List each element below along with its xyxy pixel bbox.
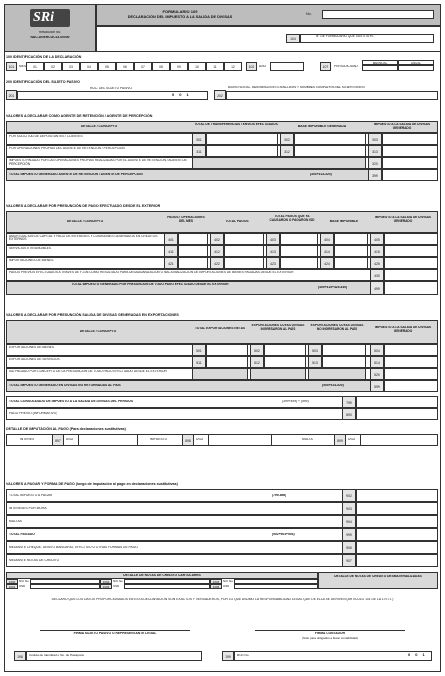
resolution-number: NAC-DGERCGC13-00000 — [30, 36, 70, 39]
taxpayer-name-field[interactable] — [226, 91, 438, 100]
exports-total-code: 599 — [370, 380, 384, 392]
retention-code: 311 — [192, 145, 206, 157]
substitute-code: 104 — [286, 34, 300, 43]
prev-payment-value[interactable] — [356, 408, 438, 420]
exports-total-label: TOTAL IMPUESTO GENERADO EN DIVISAS NO RETORNADAS AL PAÍS — [9, 384, 121, 387]
exterior-value-field[interactable] — [224, 245, 264, 257]
exterior-code: 413 — [266, 245, 280, 257]
accountant-ruc-suffix-1: 0 — [408, 653, 416, 657]
year-code: 102 — [246, 62, 257, 71]
exports-code: 514 — [370, 356, 384, 368]
month-option-12[interactable]: 12 — [224, 62, 242, 71]
exterior-value-field[interactable] — [280, 245, 318, 257]
retention-transfers-field[interactable] — [206, 133, 278, 145]
retention-total-code: 399 — [368, 169, 382, 181]
form-title: FORMULARIO 109 — [162, 10, 198, 14]
retention-code: 312 — [280, 145, 294, 157]
sign-right-line — [255, 630, 405, 631]
month-option-09[interactable]: 09 — [170, 62, 188, 71]
exports-value-field[interactable] — [264, 356, 306, 368]
exports-code: 513 — [308, 356, 322, 368]
accountant-ruc-code: 199 — [222, 651, 234, 661]
exports-row-label: EXPORTACIONES DE SERVICIOS — [9, 357, 60, 361]
payment-code: 903 — [342, 502, 356, 515]
month-option-10[interactable]: 10 — [188, 62, 206, 71]
payment-row-label: MEDIANTE NOTAS DE CRÉDITO — [9, 558, 60, 562]
period-monthly-option[interactable]: MENSUAL — [362, 60, 398, 65]
exports-code: 511 — [192, 356, 206, 368]
payment-value-field[interactable] — [356, 541, 438, 554]
period-code: 107 — [320, 62, 331, 71]
exterior-col-detail: DETALLE / CONCEPTO — [66, 220, 104, 223]
exports-value-field[interactable] — [384, 368, 438, 380]
exports-value-field[interactable] — [206, 344, 248, 356]
imputation-interest-field[interactable] — [78, 434, 138, 446]
note-code: 1001 — [6, 584, 18, 589]
retention-code: 320 — [368, 157, 382, 169]
exports-code: 520 — [370, 368, 384, 380]
month-label: MES — [19, 65, 27, 68]
payment-row-formula: (902+903+904) — [272, 532, 295, 536]
consolidation-total-code: 799 — [342, 396, 356, 408]
exterior-value-field[interactable] — [384, 245, 438, 257]
month-option-02[interactable]: 02 — [44, 62, 62, 71]
exports-row-label: ISD PAGADO POR CONCEPTO DE LA PRESUNCIÓN DE TODO PAGO EFECTUADO DESDE EL EXTERIOR — [9, 369, 167, 373]
logo-text: SRi — [33, 10, 55, 25]
exterior-code: 411 — [164, 245, 178, 257]
retention-base-field[interactable] — [294, 145, 366, 157]
form-subtitle: DECLARACIÓN DEL IMPUESTO A LA SALIDA DE DIVISAS — [127, 15, 233, 19]
exterior-code: 423 — [266, 257, 280, 269]
retention-row-label: POR SOLICITUD DE DEPOSITANTES / CLIENTES — [9, 135, 83, 138]
exterior-total-code: 499 — [370, 281, 384, 295]
payment-value-field[interactable] — [356, 515, 438, 528]
exterior-code: 415 — [370, 245, 384, 257]
exterior-value-field[interactable] — [178, 233, 208, 245]
imputation-fine-field[interactable] — [360, 434, 438, 446]
year-label: AÑO — [259, 65, 267, 68]
imputation-tax-usd: USD — [196, 438, 203, 441]
month-option-06[interactable]: 06 — [116, 62, 134, 71]
identification-title: 100 IDENTIFICACIÓN DE LA DECLARACIÓN — [6, 55, 82, 59]
sign-left-line — [40, 630, 190, 631]
retention-tax-field[interactable] — [382, 157, 438, 169]
payment-title: VALORES A PAGAR Y FORMA DE PAGO (luego de imputación al pago en declaraciones sustitutivas) — [6, 482, 178, 486]
exterior-value-field[interactable] — [384, 233, 438, 245]
declaration-text: DECLARO QUE LOS DATOS PROPORCIONADOS EN ESTA DECLARACIÓN SON EXACTOS Y VERDADEROS, POR LO QUE ASUMO LA RESPONSABILIDAD LEGAL QUE DE ELLA SE DERIVEN (ARTÍCULO 101 DE LA L.R.T.I.) — [51, 598, 394, 601]
exterior-code: 404 — [320, 233, 334, 245]
payment-value-field[interactable] — [356, 528, 438, 541]
retention-code: 303 — [368, 133, 382, 145]
exterior-value-field[interactable] — [224, 233, 264, 245]
note-label: N/C No — [113, 579, 123, 583]
period-annual-box[interactable] — [398, 65, 434, 71]
exterior-value-field[interactable] — [334, 257, 368, 269]
payment-code: 999 — [342, 528, 356, 541]
note-value-field[interactable] — [124, 584, 210, 589]
exterior-value-field[interactable] — [280, 233, 318, 245]
payment-row-label: MULTAS — [9, 519, 22, 523]
month-code: 101 — [6, 62, 17, 71]
exterior-code: 425 — [370, 257, 384, 269]
retention-code: 301 — [192, 133, 206, 145]
note-code: 1002 — [100, 579, 112, 584]
sign-right-label: FIRMA CONTADOR — [314, 632, 346, 635]
exports-total-formula: (504+514-520) — [322, 384, 344, 387]
exterior-code: 424 — [320, 257, 334, 269]
exports-row-label: EXPORTACIONES DE BIENES — [9, 345, 55, 349]
taxpayer-title: 200 IDENTIFICACIÓN DEL SUJETO PASIVO — [6, 80, 80, 84]
period-label: PERIODICIDAD — [334, 65, 358, 68]
retention-col-base: BASE IMPONIBLE GENERADA — [297, 125, 347, 128]
consolidation-total-formula: (399+499) + (599) — [282, 400, 309, 403]
accountant-ruc-label: RUC No. — [237, 654, 250, 657]
id-code: 198 — [14, 651, 26, 661]
sri-logo-icon — [30, 9, 70, 27]
imputation-tax-label: IMPUESTO — [150, 438, 168, 441]
retention-col-detail: DETALLE / CONCEPTO — [80, 125, 118, 128]
note-value-field[interactable] — [30, 584, 100, 589]
exports-col-out: EXPORTACIONES CUYAS DIVISAS NO INGRESARON AL PAÍS — [310, 324, 364, 331]
payment-value-field[interactable] — [356, 489, 438, 502]
exterior-total-label: TOTAL IMPUESTO GENERADO POR PRESUNCIÓN DE TODO PAGO EFECTUADO DESDE EL EXTERIOR — [71, 283, 229, 286]
name-label: RAZÓN SOCIAL, DENOMINACIÓN O APELLIDOS Y NOMBRES COMPLETOS DEL SUJETO PASIVO — [228, 86, 366, 89]
note-label: N/C No — [19, 579, 29, 583]
exports-code: 512 — [250, 356, 264, 368]
exterior-row-label: AMORTIZACIÓN DE CAPITAL Y PAGO DE INTERESES Y COMISIONES GENERADOS EN CRÉDITOS EXTERNOS — [9, 234, 158, 242]
exterior-value-field[interactable] — [334, 233, 368, 245]
prev-payment-code: 890 — [342, 408, 356, 420]
note-code: 1003 — [100, 584, 112, 589]
ruc-suffix-2: 0 — [179, 93, 187, 97]
retention-col-transfers: TOTAL DE TRANSFERENCIAS / ENVÍOS EFECTUADOS — [194, 123, 278, 126]
note-label: USD — [113, 584, 120, 588]
retention-transfers-field[interactable] — [206, 145, 278, 157]
exports-col-total: TOTAL EXPORTACIONES NETAS — [195, 327, 245, 330]
exterior-value-field[interactable] — [224, 257, 264, 269]
period-monthly-box[interactable] — [362, 65, 398, 71]
exterior-value-field[interactable] — [178, 245, 208, 257]
sign-right-sub: (Sólo para obligados a llevar contabilidad) — [302, 637, 358, 640]
payment-row-label: INTERESES POR MORA — [9, 506, 47, 510]
exterior-row-label: IMPORTACIONES DE BIENES — [9, 258, 54, 262]
payment-row-label: TOTAL PAGADO — [9, 532, 35, 536]
month-option-05[interactable]: 05 — [98, 62, 116, 71]
exterior-value-field[interactable] — [384, 257, 438, 269]
exports-value-field[interactable] — [384, 344, 438, 356]
form-number-field[interactable] — [322, 10, 434, 19]
retention-total-formula: (303+313-320) — [310, 173, 332, 176]
exterior-code: 412 — [210, 245, 224, 257]
consolidation-total-value[interactable] — [356, 396, 438, 408]
month-option-03[interactable]: 03 — [62, 62, 80, 71]
retention-total-label: TOTAL IMPUESTO GENERADO AGENTE DE RETENCIÓN / AGENTE DE PERCEPCIÓN — [9, 173, 143, 176]
exports-code: 501 — [192, 344, 206, 356]
accountant-ruc-suffix-2: 0 — [415, 653, 423, 657]
exterior-value-field[interactable] — [384, 269, 438, 281]
consolidation-total-label: TOTAL CONSOLIDADO DE IMPUESTO A LA SALIDA DE DIVISAS DEL PERÍODO — [9, 400, 134, 403]
name-code: 202 — [214, 90, 226, 100]
exports-value-field[interactable] — [322, 356, 366, 368]
payment-row-label: MEDIANTE CHEQUE, DÉBITO BANCARIO, EFECTIVO U OTRAS FORMAS DE PAGO — [9, 545, 138, 549]
payment-value-field[interactable] — [356, 554, 438, 567]
month-option-07[interactable]: 07 — [134, 62, 152, 71]
retention-code: 313 — [368, 145, 382, 157]
exports-value-field[interactable] — [322, 344, 366, 356]
accountant-ruc-suffix-3: 1 — [422, 653, 430, 657]
accountant-ruc-field[interactable] — [234, 651, 432, 661]
imputation-tax-code: 898 — [182, 434, 194, 446]
ruc-suffix — [172, 93, 194, 98]
exports-code: 504 — [370, 344, 384, 356]
exterior-total-field[interactable] — [384, 281, 438, 295]
payment-code: 904 — [342, 515, 356, 528]
retention-code: 302 — [280, 133, 294, 145]
note-value-field[interactable] — [234, 584, 318, 589]
payment-row-formula: (799-898) — [272, 493, 287, 497]
exports-shaded-cell — [308, 368, 366, 380]
note-code: 1000 — [6, 579, 18, 584]
payment-code: 902 — [342, 489, 356, 502]
exterior-code: 430 — [370, 269, 384, 281]
resolution-label: Resolución No. — [38, 31, 62, 34]
retention-tax-field[interactable] — [382, 145, 438, 157]
exterior-title: VALORES A DECLARAR POR PRESUNCIÓN DE PAGO EFECTUADO DESDE EL EXTERIOR — [6, 204, 161, 208]
imputation-interest-code: 897 — [52, 434, 64, 446]
payment-code: 907 — [342, 554, 356, 567]
note-code: 1004 — [210, 579, 222, 584]
accountant-ruc-suffix — [408, 653, 430, 658]
exterior-total-formula: (405+415+425-430) — [318, 286, 348, 289]
month-option-04[interactable]: 04 — [80, 62, 98, 71]
exterior-code: 402 — [210, 233, 224, 245]
ruc-label: RUC. DEL SUJETO PASIVO — [90, 87, 133, 90]
retention-row-label: IMPUESTO PAGADO POR LAS OPERACIONES PROPIAS REALIZADAS POR EL AGENTE DE RETENCIÓN / AGENTE DE PERCEPCIÓN — [9, 159, 187, 166]
imputation-fine-code: 899 — [334, 434, 346, 446]
exterior-code: 405 — [370, 233, 384, 245]
period-annual-option[interactable]: ANUAL — [398, 60, 434, 65]
exports-value-field[interactable] — [264, 344, 306, 356]
exports-shaded-cell — [250, 368, 306, 380]
ruc-suffix-1: 0 — [172, 93, 180, 97]
exterior-value-field[interactable] — [334, 245, 368, 257]
imputation-tax-field[interactable] — [208, 434, 272, 446]
prev-payment-label: PAGO PREVIO (INFORMATIVO) — [9, 412, 58, 415]
notes-title: DETALLE DE NOTAS DE CRÉDITO CARTULARES — [123, 573, 201, 577]
form-number-label: No. — [306, 12, 312, 16]
substitute-label: N° DE FORMULARIO QUE SUSTITUYE — [316, 35, 374, 38]
exterior-row-label: SERVICIOS E INTANGIBLES — [9, 246, 52, 250]
exterior-code: 403 — [266, 233, 280, 245]
exterior-code: 421 — [164, 257, 178, 269]
exterior-code: 414 — [320, 245, 334, 257]
retention-total-field[interactable] — [382, 169, 438, 181]
exterior-col-tax: IMPUESTO A LA SALIDA DE DIVISAS GENERADO — [374, 216, 432, 223]
retention-row-label: POR OPERACIONES PROPIAS DEL AGENTE DE RETENCIÓN / PERCEPCIÓN — [9, 147, 125, 150]
month-option-08[interactable]: 08 — [152, 62, 170, 71]
exports-code: 502 — [250, 344, 264, 356]
exports-col-in: EXPORTACIONES CUYAS DIVISAS INGRESARON AL PAÍS — [251, 324, 305, 331]
exports-value-field[interactable] — [384, 356, 438, 368]
month-option-11[interactable]: 11 — [206, 62, 224, 71]
imputation-fine-label: MULTA — [302, 438, 313, 441]
exports-total-field[interactable] — [384, 380, 438, 392]
exterior-col-paid: TOTAL PAGOS QUE YA CAUSARON O PAGARON ISD — [269, 215, 315, 222]
month-option-01[interactable]: 01 — [26, 62, 44, 71]
imputation-fine-usd: USD — [348, 438, 355, 441]
imputation-title: DETALLE DE IMPUTACIÓN AL PAGO (Para declaraciones sustitutivas) — [6, 427, 126, 431]
note-label: USD — [19, 584, 26, 588]
notes-right-title: DETALLE DE NOTAS DE CRÉDITO DESMATERIALIZADAS — [334, 575, 422, 578]
note-label: USD — [223, 584, 230, 588]
exterior-code: 401 — [164, 233, 178, 245]
exports-value-field[interactable] — [206, 356, 248, 368]
ruc-code: 201 — [6, 90, 17, 100]
ruc-suffix-3: 1 — [186, 93, 194, 97]
retention-title: VALORES A DECLARAR COMO AGENTE DE RETENCIÓN / AGENTE DE PERCEPCIÓN — [6, 114, 153, 118]
payment-value-field[interactable] — [356, 502, 438, 515]
exterior-value-field[interactable] — [280, 257, 318, 269]
exterior-row-label: PAGOS PREVIOS EFECTUADOS A TRAVÉS DE F-106 COMO RESULTADO PARA DESADUANIZACIÓN O NACIONALIZACIÓN DE IMPORTACIONES DE BIENES PAGADAS DESDE EL EXTERIOR — [9, 270, 294, 274]
retention-shaded-cell — [192, 157, 366, 169]
retention-base-field[interactable] — [294, 133, 366, 145]
year-field[interactable] — [270, 62, 304, 71]
exterior-col-total: TOTAL PAGOS — [225, 220, 249, 223]
payment-row-label: TOTAL IMPUESTO A PAGAR — [9, 493, 53, 497]
retention-tax-field[interactable] — [382, 133, 438, 145]
imputation-interest-label: INTERÉS — [20, 438, 35, 441]
id-label: Cédula de Identidad o No. de Pasaporte — [29, 654, 85, 657]
exports-col-tax: IMPUESTO A LA SALIDA DE DIVISAS GENERADO — [374, 326, 432, 333]
exports-shaded-cell — [192, 368, 248, 380]
exterior-col-ops: PAGOS / OPERACIONES DEL MES — [167, 216, 205, 223]
sign-left-label: FIRMA SUJETO PASIVO O REPRESENTANTE LEGAL — [73, 632, 157, 635]
note-label: N/C No — [223, 579, 233, 583]
exports-code: 503 — [308, 344, 322, 356]
exports-col-detail: DETALLE / CONCEPTO — [79, 330, 117, 333]
imputation-interest-usd: USD — [66, 438, 73, 441]
exterior-value-field[interactable] — [178, 257, 208, 269]
exterior-col-base: BASE IMPONIBLE — [329, 220, 359, 223]
note-code: 1005 — [210, 584, 222, 589]
exports-title: VALORES A DECLARAR POR PRESUNCIÓN SALIDA DE DIVISAS GENERADAS EN EXPORTACIONES — [6, 313, 179, 317]
payment-code: 905 — [342, 541, 356, 554]
exterior-code: 422 — [210, 257, 224, 269]
retention-col-tax: IMPUESTO A LA SALIDA DE DIVISAS GENERADO — [373, 123, 431, 130]
